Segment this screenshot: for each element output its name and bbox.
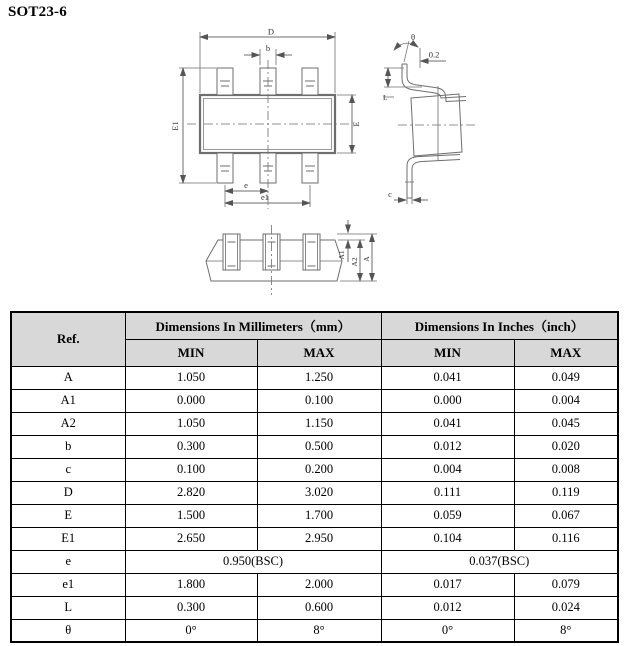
pin (302, 153, 318, 183)
in-max-cell: 0.116 (514, 527, 618, 550)
mm-max-cell: 0.600 (257, 596, 381, 619)
header-mm-group: Dimensions In Millimeters（mm） (125, 312, 381, 339)
label-A: A (362, 256, 371, 262)
in-max-cell: 0.067 (514, 504, 618, 527)
mm-max-cell: 0.100 (257, 389, 381, 412)
mm-span-cell: 0.950(BSC) (125, 550, 381, 573)
label-e: e (244, 180, 248, 190)
label-A1: A1 (337, 250, 346, 260)
label-L: L (383, 93, 388, 102)
in-max-cell: 0.024 (514, 596, 618, 619)
in-max-cell: 0.004 (514, 389, 618, 412)
dim-arc-theta (394, 43, 418, 50)
label-E1: E1 (170, 121, 180, 131)
mm-max-cell: 2.950 (257, 527, 381, 550)
pin (302, 68, 318, 95)
mm-min-cell: 0.100 (125, 458, 257, 481)
package-side-view-drawing (380, 28, 492, 215)
in-min-cell: 0.104 (381, 527, 514, 550)
table-row (11, 527, 618, 550)
mm-min-cell: 1.050 (125, 366, 257, 389)
mm-max-cell: 8° (257, 619, 381, 642)
table-row (11, 458, 618, 481)
in-min-cell: 0.059 (381, 504, 514, 527)
header-ref: Ref. (11, 312, 125, 366)
table-row-span (11, 550, 618, 573)
ref-cell: A1 (11, 389, 125, 412)
ref-cell: E1 (11, 527, 125, 550)
header-inch-max: MAX (514, 339, 618, 366)
ref-cell: θ (11, 619, 125, 642)
mm-min-cell: 1.800 (125, 573, 257, 596)
header-mm-max: MAX (257, 339, 381, 366)
label-D: D (267, 26, 275, 37)
table-row (11, 389, 618, 412)
mm-max-cell: 0.200 (257, 458, 381, 481)
in-max-cell: 0.008 (514, 458, 618, 481)
label-c: c (388, 189, 392, 199)
mm-max-cell: 3.020 (257, 481, 381, 504)
header-mm-min: MIN (125, 339, 257, 366)
table-row (11, 366, 618, 389)
header-inch-min: MIN (381, 339, 514, 366)
table-row (11, 412, 618, 435)
table-row (11, 435, 618, 458)
in-max-cell: 0.119 (514, 481, 618, 504)
mm-min-cell: 1.500 (125, 504, 257, 527)
mm-max-cell: 1.250 (257, 366, 381, 389)
table-row (11, 573, 618, 596)
header-inch-group: Dimensions In Inches（inch） (381, 312, 618, 339)
in-min-cell: 0.012 (381, 435, 514, 458)
in-max-cell: 8° (514, 619, 618, 642)
ref-cell: A2 (11, 412, 125, 435)
ref-cell: e1 (11, 573, 125, 596)
in-min-cell: 0.041 (381, 366, 514, 389)
ref-cell: L (11, 596, 125, 619)
label-E: E (351, 121, 361, 127)
mm-max-cell: 0.500 (257, 435, 381, 458)
table-row (11, 596, 618, 619)
mm-min-cell: 0° (125, 619, 257, 642)
in-min-cell: 0.000 (381, 389, 514, 412)
ref-cell: c (11, 458, 125, 481)
in-max-cell: 0.020 (514, 435, 618, 458)
pin (217, 68, 233, 95)
mm-min-cell: 1.050 (125, 412, 257, 435)
mm-min-cell: 0.300 (125, 435, 257, 458)
package-front-view-drawing (185, 215, 395, 307)
ref-cell: D (11, 481, 125, 504)
in-min-cell: 0.012 (381, 596, 514, 619)
in-max-cell: 0.045 (514, 412, 618, 435)
table-row (11, 504, 618, 527)
label-theta: θ (410, 32, 416, 42)
in-max-cell: 0.049 (514, 366, 618, 389)
package-top-view-drawing (165, 28, 375, 215)
in-span-cell: 0.037(BSC) (381, 550, 618, 573)
mm-min-cell: 2.820 (125, 481, 257, 504)
label-A2: A2 (350, 257, 359, 267)
lead-top (402, 64, 466, 98)
label-e1: e1 (260, 192, 270, 202)
page-title: SOT23-6 (8, 4, 67, 20)
ref-cell: e (11, 550, 125, 573)
ref-cell: b (11, 435, 125, 458)
mm-min-cell: 2.650 (125, 527, 257, 550)
in-min-cell: 0° (381, 619, 514, 642)
pin (217, 153, 233, 183)
in-min-cell: 0.041 (381, 412, 514, 435)
in-min-cell: 0.017 (381, 573, 514, 596)
ref-cell: E (11, 504, 125, 527)
mm-min-cell: 0.000 (125, 389, 257, 412)
mm-max-cell: 2.000 (257, 573, 381, 596)
label-offset: 0.2 (428, 49, 440, 60)
table-row (11, 619, 618, 642)
label-b: b (265, 43, 271, 53)
in-min-cell: 0.111 (381, 481, 514, 504)
mm-max-cell: 1.700 (257, 504, 381, 527)
dimensions-table (10, 311, 619, 643)
ref-cell: A (11, 366, 125, 389)
table-row (11, 481, 618, 504)
mm-max-cell: 1.150 (257, 412, 381, 435)
in-min-cell: 0.004 (381, 458, 514, 481)
mm-min-cell: 0.300 (125, 596, 257, 619)
in-max-cell: 0.079 (514, 573, 618, 596)
